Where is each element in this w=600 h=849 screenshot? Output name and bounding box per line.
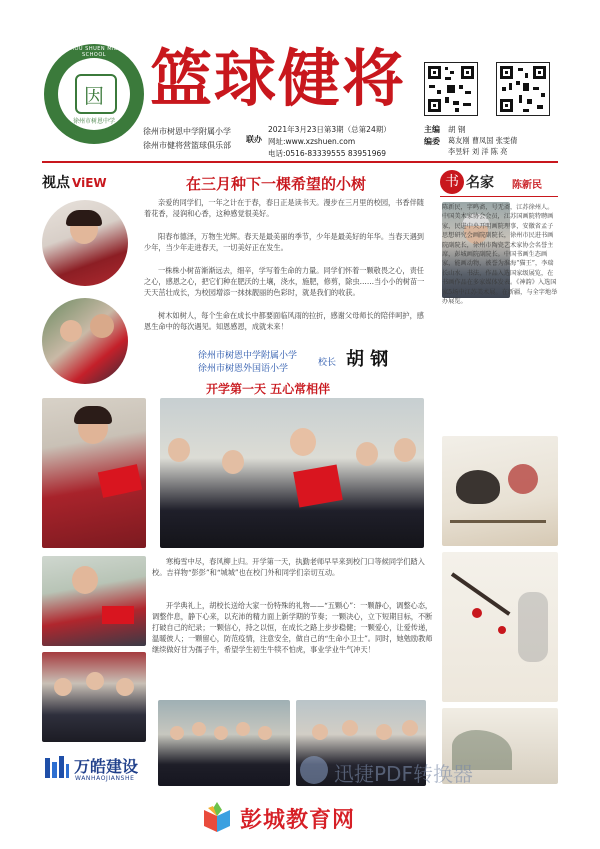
editors-line-1: 葛友刚 曹凤国 张雯倩 [448,136,518,145]
second-article-paragraph-2: 开学典礼上，胡校长送给大家一份特殊的礼物——“五颗心”：一颗静心，调整心态，调整作息，静下心来，以充沛的精力面上新学期的节奏；一颗决心，立下短期目标，不断打破自己的纪录；一颗信心，持之以恒，在成长之路上步步稳健；一颗爱心，让爱传递，温暖彼人；一颗留心，防范疫情，注意安全，做自己的“生命小卫士”。同时，她勉励教师继续做好甘为孺子牛，希望学生初生牛犊不怕虎，事业学业牛气冲天！ [152,601,433,654]
seal-emblem-glyph: 因 [84,84,104,108]
student-greeting-photo [42,298,128,384]
website: 网址:www.xzshuen.com [268,137,356,146]
seal-bottom-text: 徐州市树恩中学 [72,118,115,125]
second-article-paragraph-1: 寒梅雪中尽，春风柳上归。开学第一天，执勤老师早早来到校门口等候同学们踏入校。吉祥物“彭彭”和“城城”也在校门外和同学们亲切互动。 [152,557,425,577]
artist-name: 陈新民 [512,180,542,191]
masthead-divider [42,161,558,163]
signature-org-2: 徐州市树恩外国语小学 [198,364,289,374]
newspaper-title: 篮球健将 [150,42,407,115]
seal-ring-text: XUZHOU SHUEN MIDDLE SCHOOL [58,46,130,58]
issue-info: 2021年3月23日第3期（总第24期） [268,125,391,134]
sponsor-name-cn: 万皓建设 [74,757,139,776]
students-group-photo [42,652,146,742]
qr-code-right-icon[interactable] [496,62,550,116]
main-article-headline: 在三月种下一棵希望的小树 [186,175,367,193]
editors-label: 编委 [424,137,440,146]
teacher-microphone-photo [42,556,146,646]
artwork-cat-painting [442,436,558,546]
signature-role: 校长 [318,358,337,368]
sponsor-name-en: WANHAOJIANSHE [75,775,135,782]
students-reading-photo [160,398,424,548]
editor-in-chief: 胡 钢 [448,125,466,134]
view-label-cn: 视点 [42,175,70,191]
qr-code-left-icon[interactable] [424,62,478,116]
footer-org-name[interactable]: 彭城教育网 [240,808,356,833]
org-line-1: 徐州市树恩中学附属小学 [143,127,231,136]
artist-bio: 陈新民，字鸣斋，号无斋，江苏徐州人。中国美术家协会会员，江苏国画院特聘画家，民进中央开明画院理事，安徽省孟子思想研究会画院副院长，徐州市民进书画院副院长，徐州市陶瓷艺术家协会名誉主席，彭城画院副院长。中国书画生态画家，能画动物，被誉为淮海“猫王”，李瑞长山水，书法，作品入选国家级展览，在书画作品在多家媒体发表。《神韵》入选国家5场中江苏美术展。在新疆，与全字地举办展览。 [442,204,558,306]
students-lineup-photo [158,700,290,786]
principal-speech-photo [42,398,146,548]
main-article-paragraph-1: 亲爱的同学们，一年之计在于春，春日正是读书天。漫步在三月里的校园，书香伴随着花香，浸润和心香，这种感觉很美好。 [144,198,424,218]
portrait-principal-photo [42,200,128,286]
signature-org-1: 徐州市树恩中学附属小学 [198,351,298,361]
editor-in-chief-label: 主编 [424,125,440,134]
artwork-plum-painting [442,552,558,702]
view-label [42,172,107,192]
phone: 电话:0516-83339555 83951969 [268,149,387,158]
watermark-text: 迅捷PDF转换器 [334,762,473,786]
artist-column-label: 名家 [466,175,494,191]
view-label-en: ViEW [72,176,107,190]
editors-line-2: 李昱轩 刘 洋 陈 亮 [448,147,508,156]
artist-column-rule [440,196,558,197]
signature-name: 胡 钢 [346,349,389,370]
joint-label: 联办 [246,135,262,144]
main-article-paragraph-3: 一株株小树苗渐渐远去，细辛，学写着生命的力量。同学们怀着一颗敬畏之心，责任之心，感恩之心，把它们种在肥沃的土壤，浇水，施肥，修剪，除虫……当小小的树苗一天天茁壮成长，为校园增添一抹抹靓丽的色彩时，就是我们的收获。 [144,266,425,297]
artist-column-badge-icon: 书 [440,170,464,194]
main-article-paragraph-4: 树木如树人，每个生命在成长中都要面临风雨的拉折，感谢父母师长的陪伴呵护，感恩生命中的每次遇见。知恩感恩，成就未来！ [144,311,424,331]
second-article-kicker: 开学第一天 五心常相伴 [206,382,331,396]
main-article-paragraph-2: 阳春布德泽，万物生光辉。春天是最美丽的季节，少年是最美好的年华。当春天遇到少年，当少年走进春天，一切美好正在发生。 [144,232,424,252]
org-line-2: 徐州市健将营篮球俱乐部 [143,141,231,150]
watermark-icon [300,756,328,784]
footer-logo-icon [200,800,234,834]
sponsor-logo-icon [44,754,70,780]
